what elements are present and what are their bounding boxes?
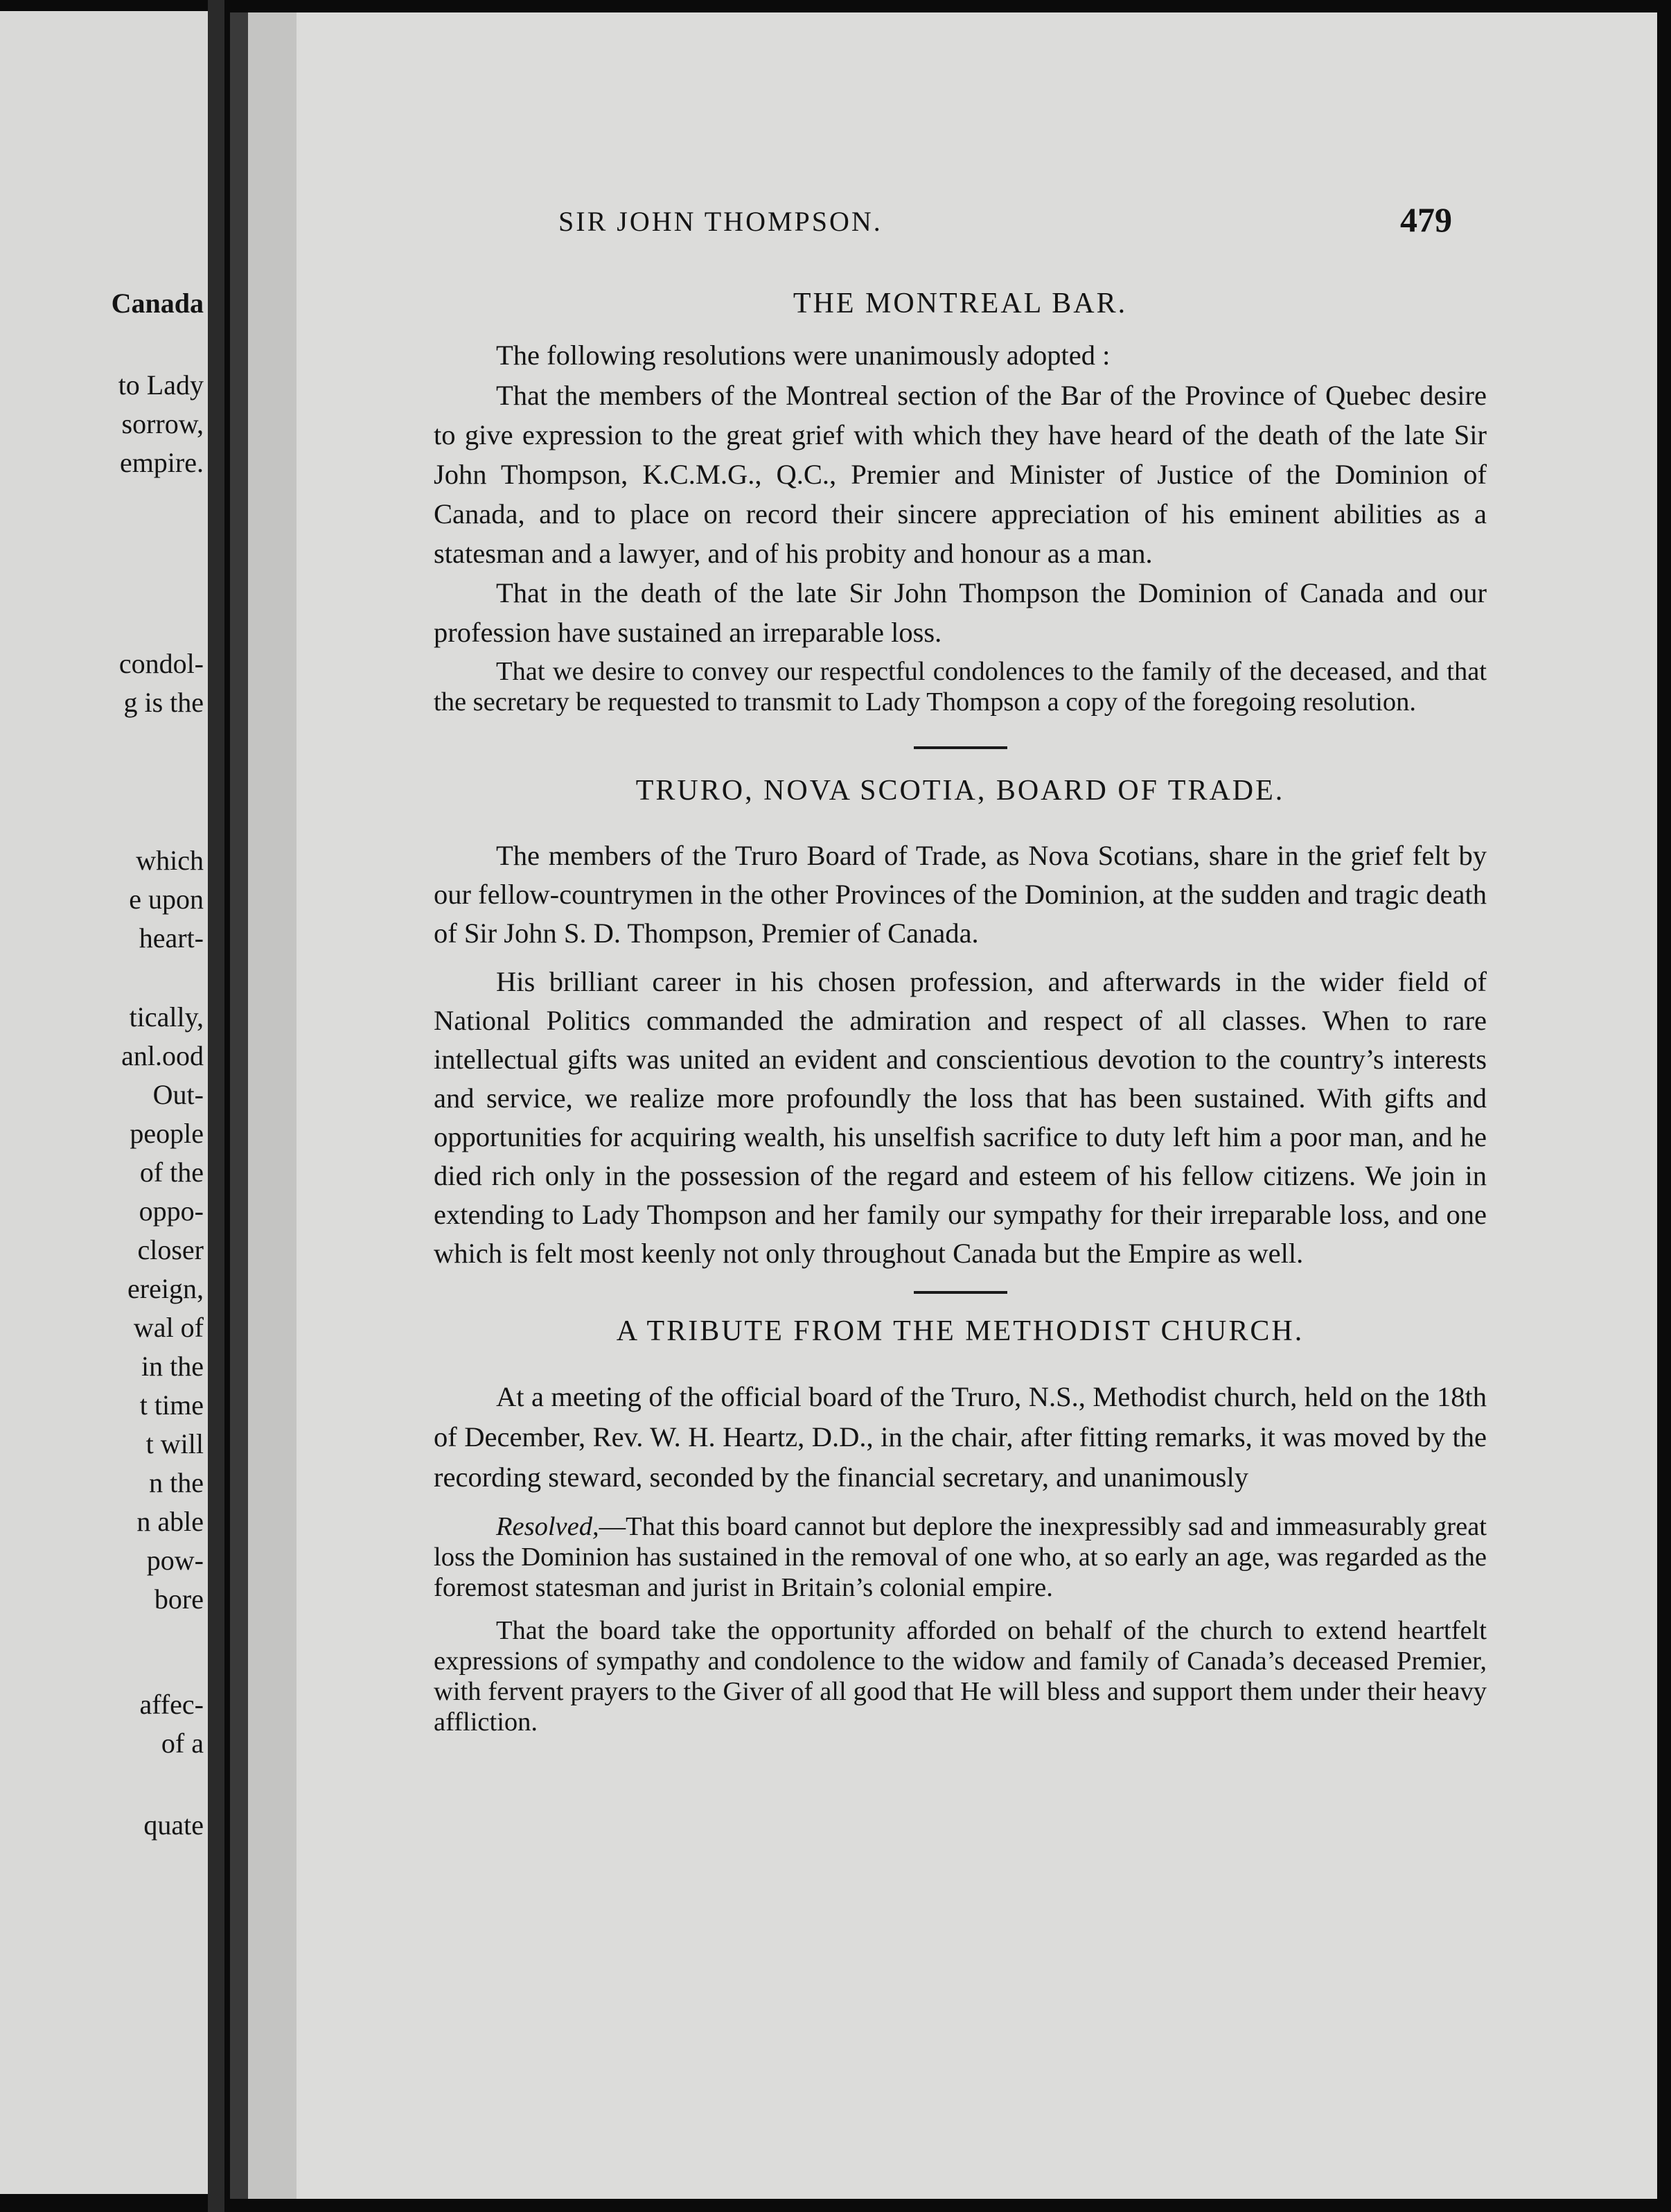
page-edge-fade: [248, 12, 297, 2199]
resolution-paragraph: [434, 1511, 1487, 1603]
left-fragment: Out-: [152, 1079, 204, 1110]
left-fragment: oppo-: [139, 1195, 204, 1227]
left-facing-page: [0, 11, 208, 2194]
paragraph: The following resolutions were unanimously adopted :: [496, 340, 1111, 371]
left-fragment: n able: [136, 1506, 204, 1537]
page-number: 479: [1400, 200, 1452, 239]
section-heading: A TRIBUTE FROM THE METHODIST CHURCH.: [616, 1315, 1305, 1347]
left-fragment: bore: [154, 1583, 204, 1615]
left-fragment: to Lady: [118, 369, 204, 401]
paragraph: That the members of the Montreal section of the Bar of the Province of Quebec desire to give expression to the great grief with which they have heard of the death of the late Sir John Thompson, K.C.M.G., Q.C., Premier and Minister of Justice of the Dominion of Canada, and to place on record their sincere appreciation of his eminent abilities as a statesman and a lawyer, and of his probity and honour as a man.: [434, 380, 1487, 569]
left-fragment: affec-: [139, 1689, 204, 1720]
section-divider: [914, 1291, 1007, 1294]
left-fragment: people: [130, 1118, 204, 1149]
left-fragment: quate: [143, 1809, 204, 1841]
paragraph: His brilliant career in his chosen profession, and afterwards in the wider field of National Politics commanded the admiration and respect of all classes. When to rare intellectual gifts was united an evident and conscientious devotion to the country’s interests and service, we realize more profoundly the loss that has been sustained. With gifts and opportunities for acquiring wealth, his unselfish sacrifice to duty left him a poor man, and he died rich only in the possession of the regard and esteem of his fellow citizens. We join in extending to Lady Thompson and her family our sympathy for their irreparable loss, and one which is felt most keenly not only throughout Canada but the Empire as well.: [434, 966, 1487, 1269]
left-fragment: t will: [145, 1428, 204, 1459]
left-fragment: heart-: [139, 922, 204, 954]
running-header: [558, 200, 1452, 254]
left-fragment: ereign,: [127, 1273, 204, 1304]
left-fragment: Canada: [111, 288, 204, 319]
resolved-label: Resolved,: [496, 1512, 599, 1541]
left-fragment: of a: [161, 1728, 204, 1759]
left-fragment: which: [136, 845, 204, 876]
left-fragment: condol-: [118, 648, 204, 679]
left-page-text-fragments: [0, 11, 208, 2194]
page-content: [434, 277, 1487, 1737]
paragraph: That in the death of the late Sir John Thompson the Dominion of Canada and our profession have sustained an irreparable loss.: [434, 577, 1487, 648]
section-montreal-bar: [434, 287, 1487, 717]
left-fragment: g is the: [123, 687, 204, 718]
left-fragment: in the: [141, 1351, 204, 1382]
left-fragment: sorrow,: [121, 408, 204, 439]
section-heading: THE MONTREAL BAR.: [793, 288, 1128, 319]
page-edge-shadow: [230, 12, 248, 2199]
left-fragment: wal of: [133, 1312, 204, 1343]
paragraph: The members of the Truro Board of Trade, as Nova Scotians, share in the grief felt by our fellow-countrymen in the other Provinces of the Dominion, at the sudden and tragic death of Sir John S. D. Thompson, Premier of Canada.: [434, 840, 1487, 949]
section-divider: [914, 746, 1007, 749]
resolved-text: —That this board cannot but deplore the inexpressibly sad and immeasurably great loss the Dominion has sustained in the removal of one who, at so early an age, was regarded as the foremost statesman and jurist in Britain’s colonial empire.: [434, 1512, 1487, 1602]
left-fragment: anl.ood: [121, 1040, 204, 1071]
section-heading: TRURO, NOVA SCOTIA, BOARD OF TRADE.: [635, 775, 1285, 807]
paragraph: That the board take the opportunity afforded on behalf of the church to extend heartfelt expressions of sympathy and condolence to the widow and family of Canada’s deceased Premier, with fervent prayers to the Giver of all good that He will bless and support them under their heavy affliction.: [434, 1616, 1487, 1737]
left-fragment: empire.: [119, 447, 204, 478]
left-fragment: n the: [149, 1467, 204, 1498]
section-methodist-tribute: [434, 1315, 1487, 1737]
section-truro-board-of-trade: [434, 774, 1487, 1273]
paragraph: That we desire to convey our respectful condolences to the family of the deceased, and that the secretary be requested to transmit to Lady Thompson a copy of the foregoing resolution.: [434, 657, 1487, 717]
left-fragment: closer: [137, 1234, 204, 1265]
paragraph: At a meeting of the official board of the Truro, N.S., Methodist church, held on the 18th of December, Rev. W. H. Heartz, D.D., in the chair, after fitting remarks, it was moved by the recording steward, seconded by the financial secretary, and unanimously: [434, 1381, 1487, 1493]
left-fragment: of the: [139, 1157, 204, 1188]
left-fragment: t time: [139, 1389, 204, 1421]
running-title: SIR JOHN THOMPSON.: [558, 206, 883, 237]
book-gutter: [208, 0, 224, 2212]
left-fragment: tically,: [129, 1001, 204, 1033]
left-fragment: pow-: [146, 1545, 204, 1576]
left-fragment: e upon: [129, 884, 204, 915]
